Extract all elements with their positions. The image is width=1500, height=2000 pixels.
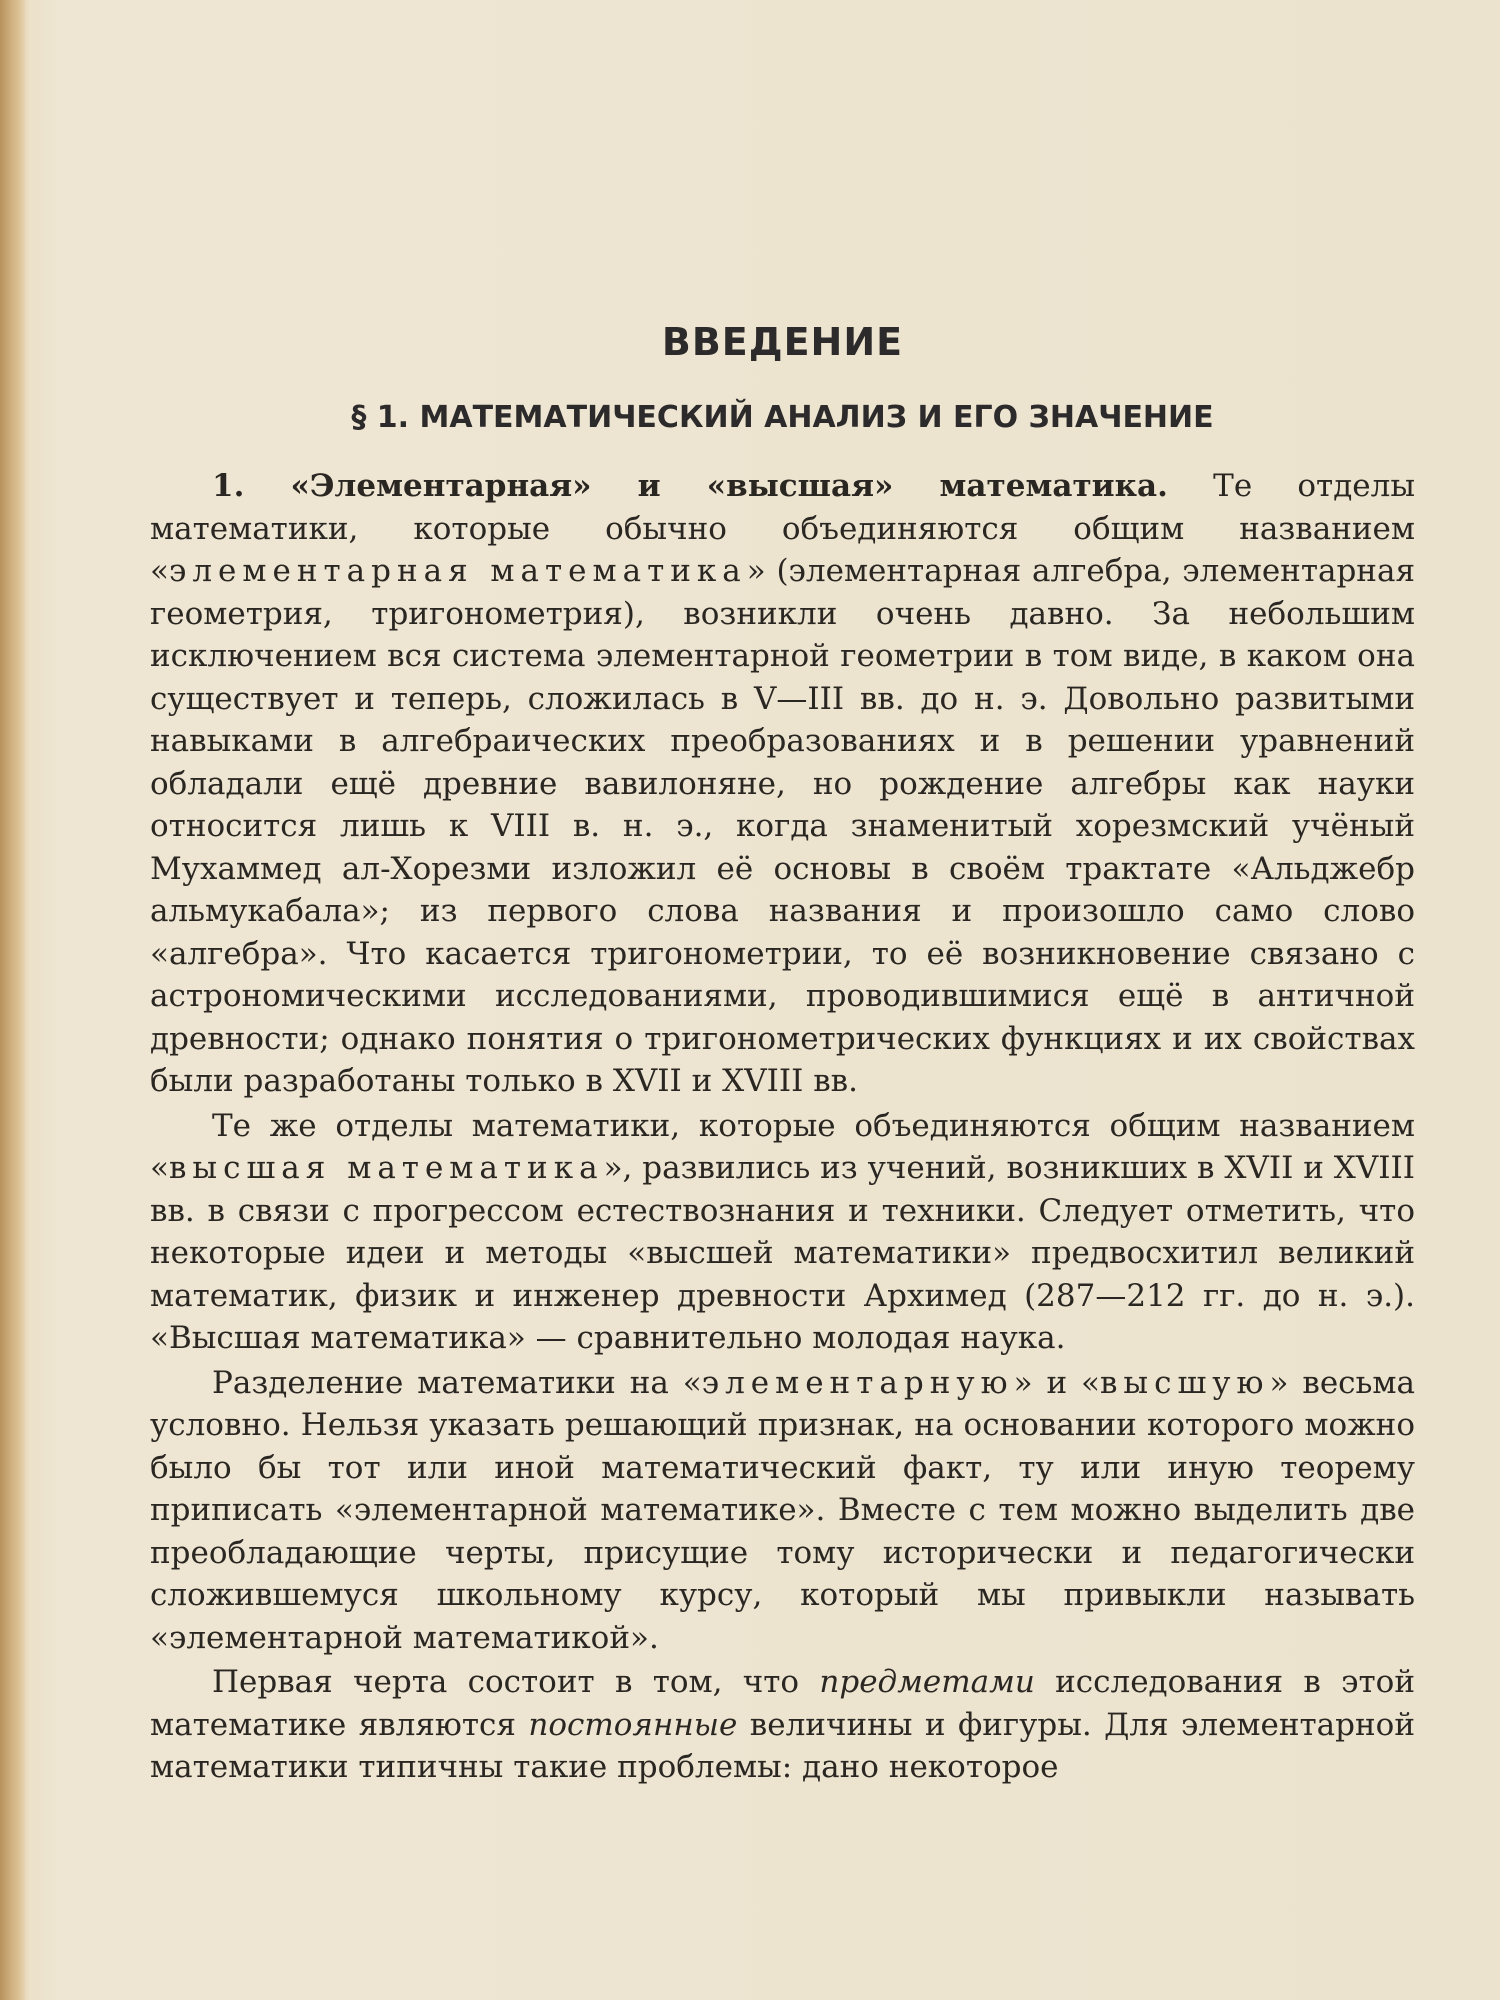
- italic-term: предметами: [819, 1664, 1035, 1700]
- section-title: § 1. МАТЕМАТИЧЕСКИЙ АНАЛИЗ И ЕГО ЗНАЧЕНИЕ: [351, 400, 1214, 435]
- paragraph-lead-heading: 1. «Элементарная» и «высшая» математика.: [212, 468, 1168, 504]
- italic-term: постоянные: [528, 1706, 738, 1743]
- paragraph-4: [150, 1661, 1415, 1789]
- paragraph-text: Первая черта состоит в том, что: [212, 1664, 820, 1700]
- spaced-term: высшую: [1099, 1364, 1270, 1401]
- paragraph-1: [150, 465, 1415, 1103]
- paragraph-text: исследования в этой математике являются: [150, 1664, 1415, 1743]
- chapter-title: ВВЕДЕНИЕ: [661, 320, 904, 364]
- paragraph-text: » весьма условно. Нельзя указать решающий признак, на основании которого можно было бы тот или иной математический факт, ту или иную теорему приписать «элементарной математике». Вместе с тем можно выделить две преобладающие черты, присущие тому исторически и педагогически сложившемуся школьному курсу, который мы привыкли называть «элементарной математикой».: [150, 1364, 1415, 1656]
- spaced-term: элементарную: [701, 1364, 1014, 1401]
- spaced-term: элементарная математика: [168, 553, 747, 589]
- paragraph-text: » и «: [1013, 1364, 1100, 1401]
- paragraph-text: Разделение математики на «: [212, 1364, 702, 1401]
- paragraph-3: [150, 1362, 1415, 1660]
- paragraph-2: [150, 1105, 1415, 1360]
- paragraph-text: », развились из учений, возникших в XVII и XVIII вв. в связи с прогрессом естествознания и техники. Следует отметить, что некоторые идеи и методы «высшей математики» предвосхитил великий математик, физик и инженер древности Архимед (287—212 гг. до н. э.). «Высшая математика» — сравнительно молодая наука.: [150, 1150, 1415, 1356]
- paragraph-text: » (элементарная алгебра, элементарная геометрия, тригонометрия), возникли очень давно. За небольшим исключением вся система элементарной геометрии в том виде, в каком она существует и теперь, сложилась в V—III вв. до н. э. Довольно развитыми навыками в алгебраических преобразованиях и в решении уравнений обладали ещё древние вавилоняне, но рождение алгебры как науки относится лишь к VIII в. н. э., когда знаменитый хорезмский учёный Мухаммед ал-Хорезми изложил её основы в своём трактате «Альджебр альмукабала»; из первого слова названия и произошло само слово «алгебра». Что касается тригонометрии, то её возникновение связано с астрономическими исследованиями, проводившимися ещё в античной древности; однако понятия о тригонометрических функциях и их свойствах были разработаны только в XVII и XVIII вв.: [150, 553, 1415, 1099]
- spaced-term: высшая математика: [168, 1150, 604, 1186]
- page-gutter-shadow: [0, 0, 26, 2000]
- paragraph-text: Те отделы математики, которые обычно объединяются общим названием «: [150, 468, 1415, 589]
- paragraph-text: Те же отделы математики, которые объединяются общим названием «: [150, 1107, 1415, 1186]
- book-page: [150, 320, 1415, 1980]
- paragraph-text: величины и фигуры. Для элементарной математики типичны такие проблемы: дано некоторое: [150, 1706, 1415, 1785]
